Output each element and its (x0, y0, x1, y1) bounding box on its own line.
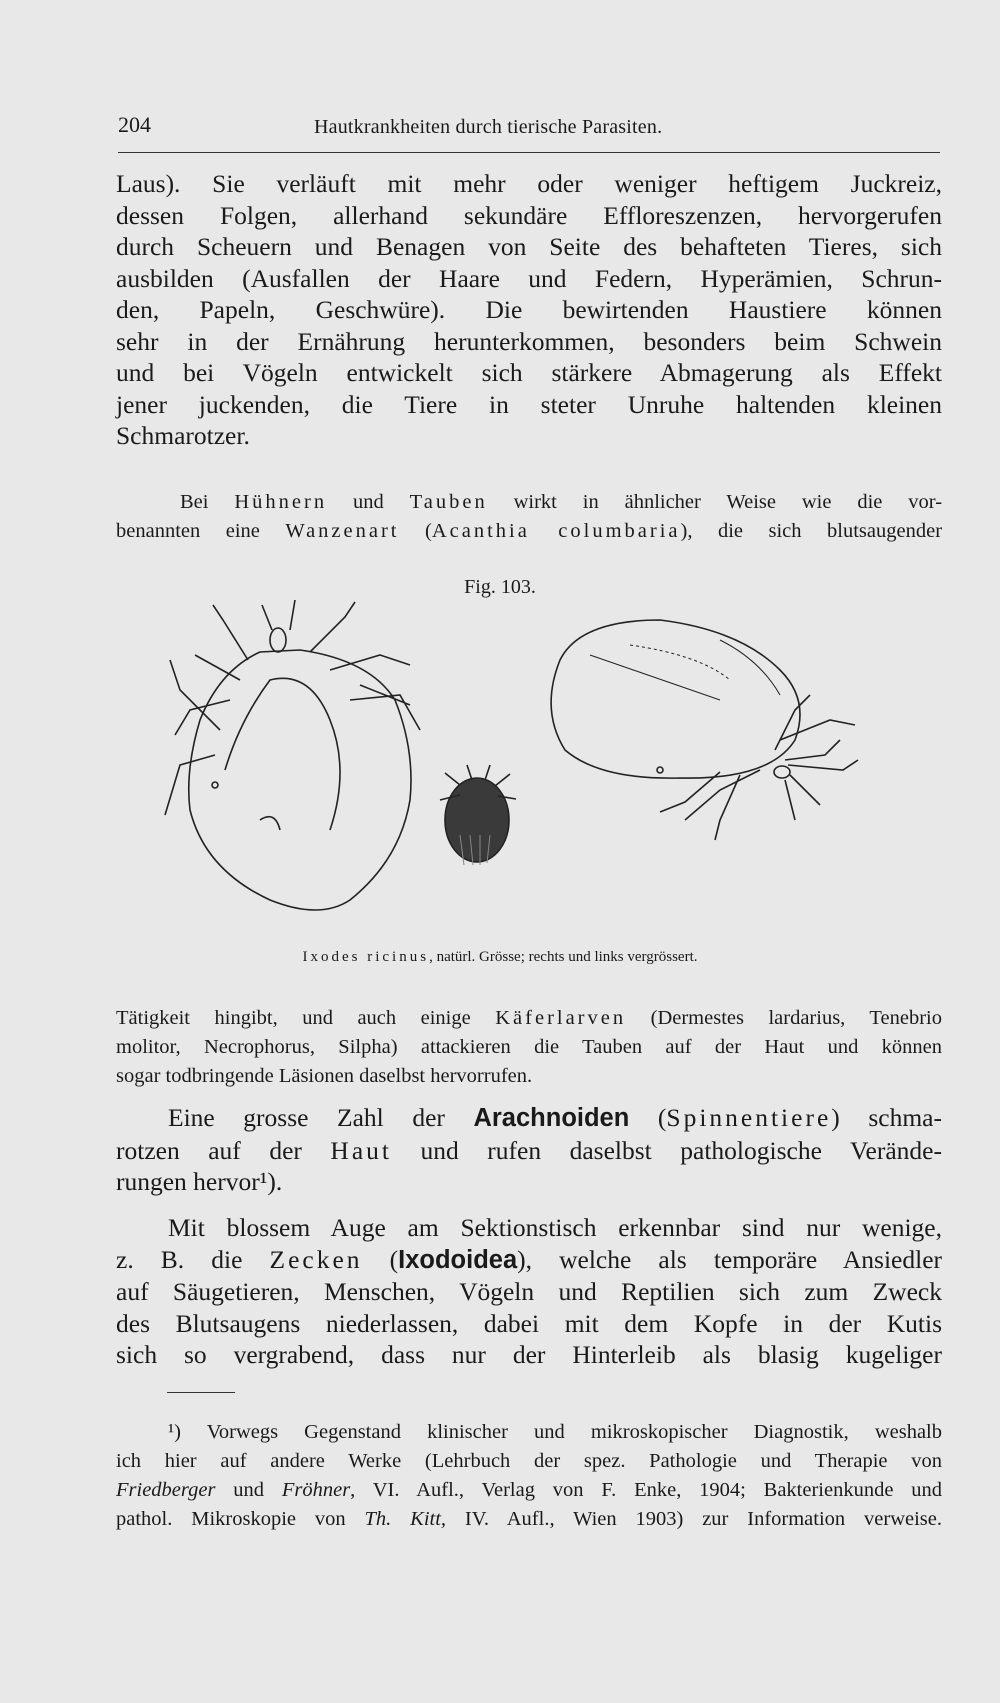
text-line: des Blutsaugens niederlassen, dabei mit dem Kopfe in der Kutis (116, 1308, 942, 1338)
text-line: Laus). Sie verläuft mit mehr oder weniger heftigem Juckreiz, (116, 169, 942, 198)
text-line: Eine grosse Zahl der Arachnoiden (Spinnentiere) schma- (168, 1103, 942, 1132)
footnote-rule (167, 1392, 235, 1393)
paragraph-1 (116, 168, 942, 452)
page-number: 204 (118, 112, 151, 137)
text-line: jener juckenden, die Tiere in steter Unruhe haltenden kleinen (116, 389, 942, 419)
text-line: molitor, Necrophorus, Silpha) attackieren die Tauben auf der Haut und können (116, 1036, 942, 1058)
text-line: ausbilden (Ausfallen der Haare und Federn, Hyperämien, Schrun- (116, 263, 942, 293)
paragraph-2 (116, 488, 942, 546)
text-line: auf Säugetieren, Menschen, Vögeln und Reptilien sich zum Zweck (116, 1277, 942, 1306)
text-line: Tätigkeit hingibt, und auch einige Käferlarven (Dermestes lardarius, Tenebrio (116, 1007, 942, 1029)
tick-left-drawing (165, 600, 420, 910)
figure-label: Fig. 103. (464, 576, 536, 598)
text-line: sogar todbringende Läsionen daselbst hervorrufen. (116, 1065, 533, 1087)
text-line: z. B. die Zecken (Ixodoidea), welche als temporäre Ansiedler (116, 1244, 942, 1274)
text-line: rungen hervor¹). (116, 1167, 283, 1196)
figure-caption: Ixodes ricinus, natürl. Grösse; rechts und links vergrössert. (302, 949, 698, 965)
running-head: Hautkrankheiten durch tierische Parasiten. (314, 116, 663, 138)
header-rule (118, 152, 940, 153)
tick-right-drawing (551, 620, 858, 840)
text-line: sehr in der Ernährung herunterkommen, besonders beim Schwein (116, 326, 942, 356)
text-line: sich so vergrabend, dass nur der Hinterleib als blasig kugeliger (116, 1340, 942, 1369)
footnote (116, 1418, 942, 1534)
text-line: ich hier auf andere Werke (Lehrbuch der spez. Pathologie und Therapie von (116, 1450, 942, 1472)
paragraph-5 (116, 1212, 942, 1371)
tick-illustration (160, 600, 880, 935)
text-line: Friedberger und Fröhner, VI. Aufl., Verlag von F. Enke, 1904; Bakterienkunde und (116, 1479, 943, 1501)
text-line: Bei Hühnern und Tauben wirkt in ähnlicher Weise wie die vor- (180, 491, 943, 513)
text-line: dessen Folgen, allerhand sekundäre Effloreszenzen, hervorgerufen (116, 200, 942, 230)
text-line: pathol. Mikroskopie von Th. Kitt, IV. Aufl., Wien 1903) zur Information verweise. (116, 1508, 943, 1530)
paragraph-4 (116, 1102, 942, 1198)
page-header (118, 112, 938, 152)
text-line: durch Scheuern und Benagen von Seite des behafteten Tieres, sich (116, 232, 942, 261)
text-line: benannten eine Wanzenart (Acanthia columbaria), die sich blutsaugender (116, 520, 943, 542)
text-line: ¹) Vorwegs Gegenstand klinischer und mikroskopischer Diagnostik, weshalb (168, 1421, 942, 1443)
text-line: rotzen auf der Haut und rufen daselbst pathologische Verände- (116, 1135, 942, 1165)
spaced-word: Käferlarven (495, 1007, 627, 1029)
text-line: Mit blossem Auge am Sektionstisch erkennbar sind nur wenige, (168, 1213, 942, 1242)
text-line: den, Papeln, Geschwüre). Die bewirtenden Haustiere können (116, 295, 942, 324)
tick-middle-drawing (440, 765, 516, 865)
text-line: Schmarotzer. (116, 421, 250, 450)
paragraph-3 (116, 1004, 942, 1091)
text-line: und bei Vögeln entwickelt sich stärkere Abmagerung als Effekt (116, 358, 942, 387)
